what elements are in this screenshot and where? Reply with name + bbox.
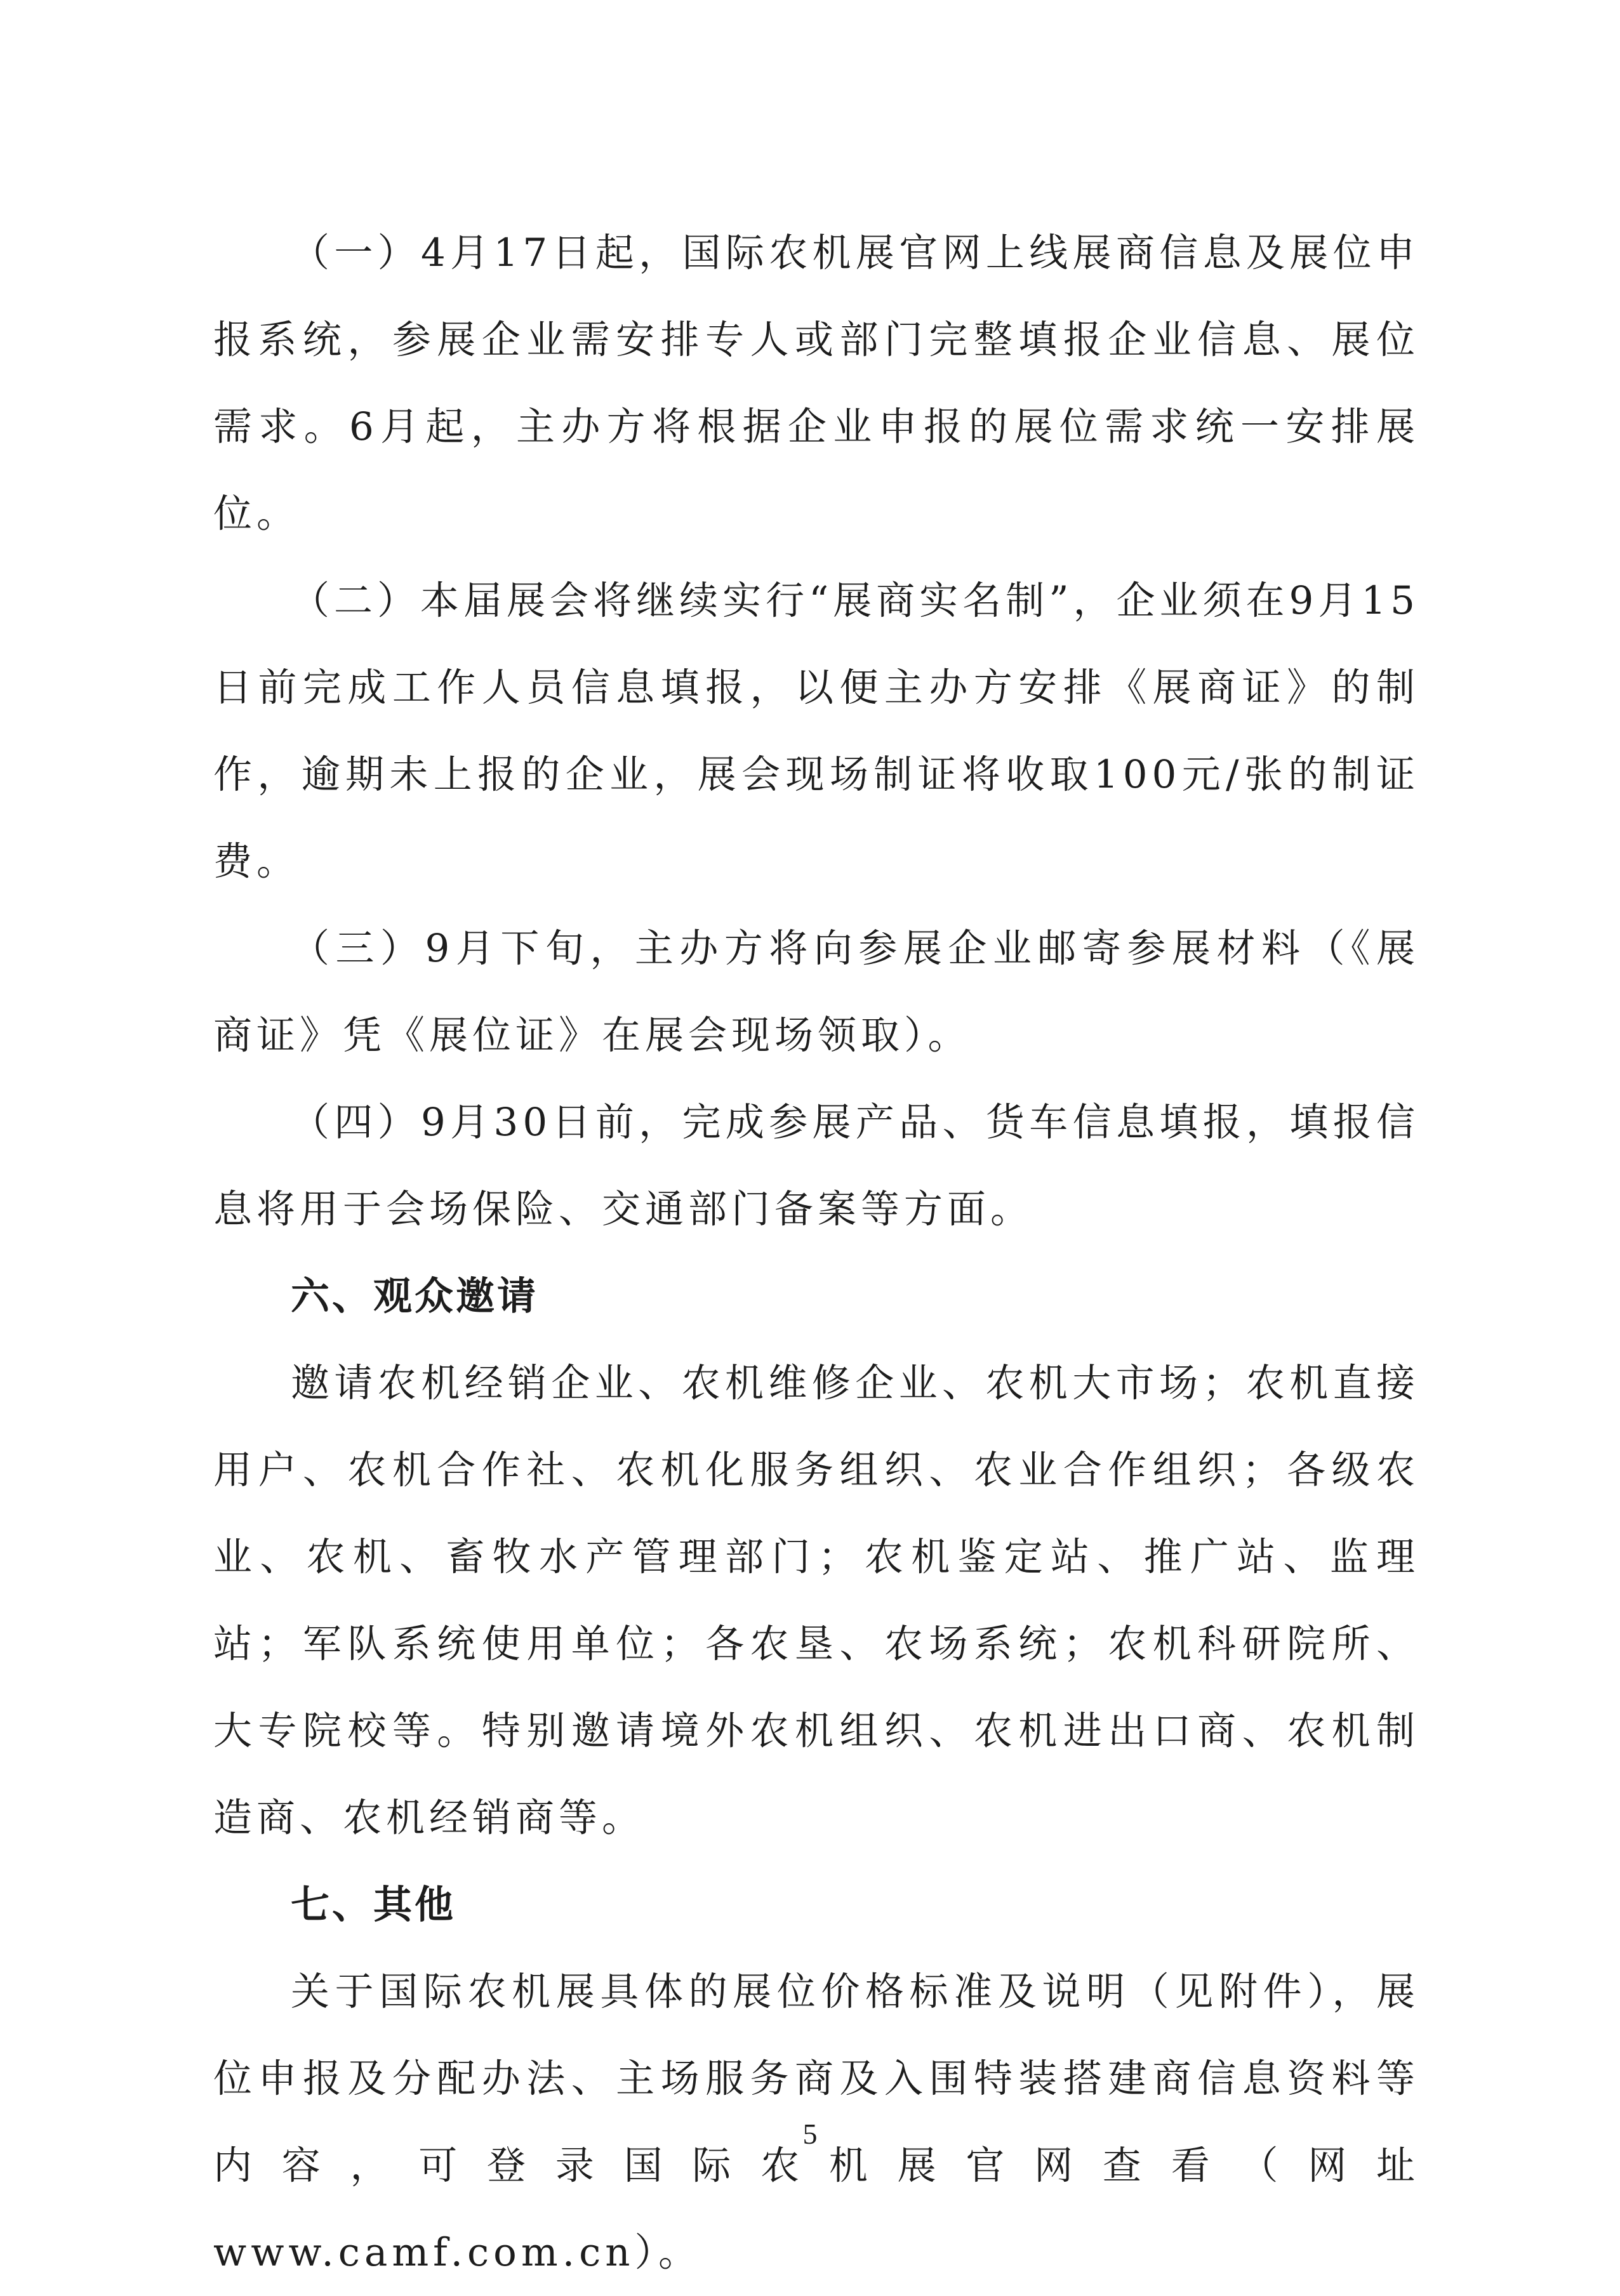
section-heading-other: 七、其他 xyxy=(291,1882,456,1927)
paragraph-exhibitor-realname: （二）本届展会将继续实行“展商实名制”，企业须在9月15日前完成工作人员信息填报，以便主办方安排《展商证》的制作，逾期未上报的企业，展会现场制证将收取100元/张的制证费。 xyxy=(213,578,1419,884)
paragraph-audience-invitation: 邀请农机经销企业、农机维修企业、农机大市场；农机直接用户、农机合作社、农机化服务组织、农业合作组织；各级农业、农机、畜牧水产管理部门；农机鉴定站、推广站、监理站；军队系统使用单位；各农垦、农场系统；农机科研院所、大专院校等。特别邀请境外农机组织、农机进出口商、农机制造商、农机经销商等。 xyxy=(213,1361,1419,1840)
paragraph-other-info: 关于国际农机展具体的展位价格标准及说明（见附件），展位申报及分配办法、主场服务商及入围特装搭建商信息资料等内容，可登录国际农机展官网查看（网址www.camf.com.cn）。 xyxy=(213,1969,1419,2275)
section-heading-audience-invitation: 六、观众邀请 xyxy=(291,1274,539,1319)
paragraph-registration-system: （一）4月17日起，国际农机展官网上线展商信息及展位申报系统，参展企业需安排专人或部门完整填报企业信息、展位需求。6月起，主办方将根据企业申报的展位需求统一安排展位。 xyxy=(213,230,1419,536)
document-body xyxy=(213,209,1419,2296)
paragraph-product-truck-info: （四）9月30日前，完成参展产品、货车信息填报，填报信息将用于会场保险、交通部门备案等方面。 xyxy=(213,1100,1419,1232)
paragraph-materials-mailing: （三）9月下旬，主办方将向参展企业邮寄参展材料（《展商证》凭《展位证》在展会现场领取）。 xyxy=(213,926,1419,1058)
page-number: 5 xyxy=(802,2118,818,2150)
